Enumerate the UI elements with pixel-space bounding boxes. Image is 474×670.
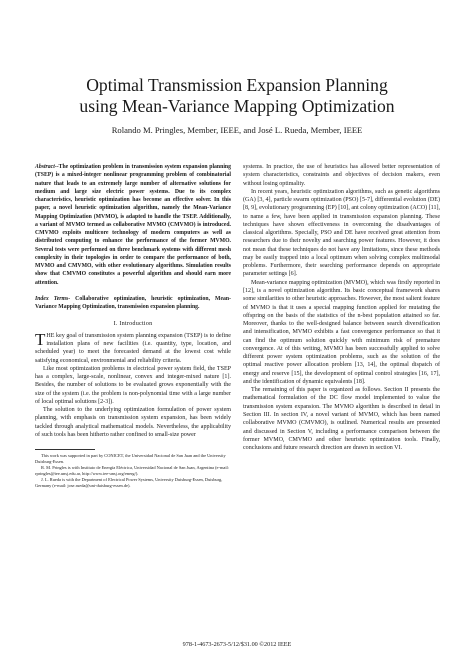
right-paragraph-4: The remaining of this paper is organized as follows. Section II presents the mathematical formulation of the DC flow model implemented to value the transmission system expansion. The MVMO algorithm is described in detail in Section III. In section IV, a novel variant of MVMO, which has been named collaborative MVMO (CMVMO), is outlined. Numerical results are presented and discussed in Section V, including a performance comparison between the former MVMO, CMVMO and other heuristic optimization tools. Finally, conclusions and future research direction are drawn in section VI. bbox=[243, 387, 440, 452]
intro-paragraph-1 bbox=[35, 329, 231, 365]
paper-title bbox=[30, 75, 444, 117]
title-line-1: Optimal Transmission Expansion Planning bbox=[86, 75, 388, 95]
abstract bbox=[35, 163, 231, 287]
dropcap: T bbox=[35, 329, 46, 349]
right-paragraph-2: In recent years, heuristic optimization algorithms, such as genetic algorithms (GA) [3, 4], particle swarm optimization (PSO) [5-7], differential evolution (DE) [8, 9], evolutionary programming (EP) [10], ant colony optimization (ACO) [11], to name a few, have been applied in transmission expansion planning. These techniques have shown effectiveness in overcoming the disadvantages of classical algorithms. Specially, PSO and DE have received great attention from researchers due to their novelty and searching power features. However, it does not mean that these techniques do not have any limitations, since these methods may be easily trapped into a local optimum when solving complex multimodal problems. Furthermore, their searching performance depends on appropriate parameter settings [6]. bbox=[243, 188, 440, 278]
page-footer: 978-1-4673-2673-5/12/$31.00 ©2012 IEEE bbox=[182, 641, 292, 648]
right-column bbox=[243, 163, 440, 452]
left-column bbox=[35, 163, 231, 489]
section-heading-introduction: I. Introduction bbox=[113, 319, 153, 327]
paper-authors: Rolando M. Pringles, Member, IEEE, and José L. Rueda, Member, IEEE bbox=[111, 125, 363, 135]
abstract-text: --The optimization problem in transmission system expansion planning (TSEP) is a mixed-integer nonlinear programming problem of combinatorial nature that leads to an extremely large number of alternative solutions for medium and large size electric power systems. Due to its complex characteristics, heuristic optimization has become an effective solver. In this paper, a novel heuristic optimization algorithm, namely the Mean-Variance Mapping Optimization (MVMO), is adapted to handle the TSEP. Additionally, a variant of MVMO termed as collaborative MVMO (CMVMO) is introduced. CMVMO exploits multicore technology of modern computers as well as distributed computing to enhance the performance of the former MVMO. Several tests were performed on three benchmark systems with different mesh complexity in their topologies in order to compare the performance of both, MVMO and CMVMO, with other evolutionary algorithms. Simulation results show that CMVMO constitutes a powerful algorithm and should earn more attention. bbox=[35, 164, 231, 286]
index-terms-label: Index Terms bbox=[35, 295, 69, 302]
index-terms bbox=[35, 295, 231, 312]
intro-paragraph-2: Like most optimization problems in electrical power system field, the TSEP has a complex, large-scale, nonlinear, convex and integer-mixed nature [1]. Besides, the number of solutions to be evaluated grows exponentially with the size of the system (i.e. the problem is non-polynomial time with a large number of local optimal solutions [2-3]). bbox=[35, 365, 231, 405]
right-paragraph-1: systems. In practice, the use of heuristics has allowed better representation of system characteristics, constraints and objectives of decision makers, even without losing optimality. bbox=[243, 164, 440, 187]
footnote-3: J. L. Rueda is with the Department of Electrical Power Systems, University Duisburg-Essen, Duisburg, Germany (e-mail: jose.rueda@uni-duisburg-essen.de). bbox=[35, 477, 223, 489]
footnote-divider bbox=[35, 449, 95, 450]
footnote-1: This work was supported in part by CONICET, the Universidad Nacional de San Juan and the University Duisburg-Essen. bbox=[35, 453, 226, 465]
right-paragraph-3: Mean-variance mapping optimization (MVMO), which was firstly reported in [12], is a novel optimization algorithm. Its basic conceptual framework shares some similarities to other heuristic approaches. However, the most salient feature of MVMO is that it uses a special mapping function applied for mutating the offspring on the basis of the statistics of the n-best population attained so far. Moreover, thanks to the well-designed balance between search diversification and intensification, MVMO exhibits a fast convergence performance so that it can find the optimum solution quickly with minimum risk of premature convergence. At of this writing, MVMO has been successfully applied to solve different power system optimization problems, such as the solution of the optimal reactive power allocation problem [13, 14], the optimal dispatch of energy and reserve [15], the development of optimal control strategies [16, 17], and the identification of dynamic equivalents [18]. bbox=[243, 279, 440, 385]
footnote-2: R. M. Pringles is with Instituto de Energía Eléctrica, Universidad Nacional de San Juan, Argentina (e-mail: rpringles@iee.unsj.edu.ar, http://www.iee-unsj.org/energ/). bbox=[35, 465, 229, 477]
title-line-2: using Mean-Variance Mapping Optimization bbox=[79, 96, 395, 116]
intro-paragraph-3: The solution to the underlying optimization formulation of power system planning, with emphasis on transmission system expansion, has been widely tackled through analytical mathematical models. Nevertheless, the applicability of such tools has been hitherto rather confined to small-size power bbox=[35, 407, 231, 438]
abstract-label: Abstract bbox=[35, 164, 55, 170]
index-terms-text: - Collaborative optimization, heuristic optimization, Mean-Variance Mapping Optimization, transmission expansion planning. bbox=[35, 295, 231, 311]
intro-paragraph-1-text: HE key goal of transmission system planning expansion (TSEP) is to define installation plans of new facilities (i.e. quantity, type, location, and scheduled year) to meet the forecasted demand at the lowest cost while satisfying economical, environmental and reliability criteria. bbox=[35, 332, 231, 364]
